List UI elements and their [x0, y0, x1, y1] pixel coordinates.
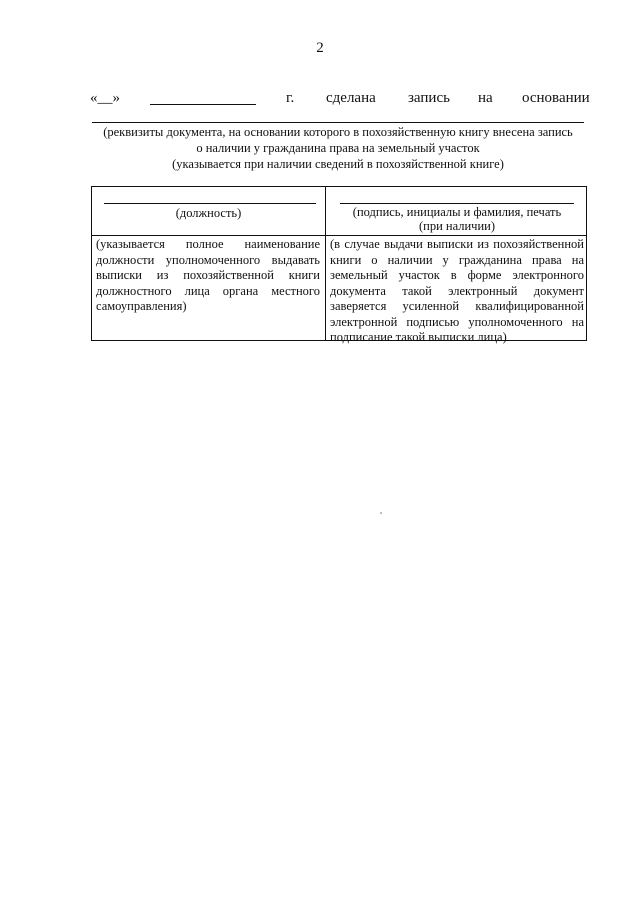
scan-speck [380, 512, 382, 514]
position-note: (указывается полное наименование должности уполномоченного выдавать выписки из похозяйственной книги должностного лица органа местного самоуправления) [96, 237, 320, 313]
signature-note: (в случае выдачи выписки из похозяйственной книги о наличии у гражданина права на земельный участок в форме электронного документа такой электронный документ заверяется усиленной квалифицированной электронной подписью уполномоченного на подписание такой выписки лица) [330, 237, 584, 344]
requisites-line-2: о наличии у гражданина права на земельный участок [196, 141, 480, 155]
word-basis: основании [522, 90, 590, 106]
word-made: сделана [326, 90, 376, 106]
date-blank-line [150, 90, 256, 105]
position-caption: (должность) [175, 206, 242, 220]
signature-table [91, 186, 587, 344]
year-suffix: г. [286, 90, 295, 106]
signature-caption-line-1: (подпись, инициалы и фамилия, печать [352, 205, 562, 219]
row-divider [92, 235, 586, 236]
word-on: на [478, 90, 493, 106]
position-blank-line [104, 203, 316, 204]
requisites-line-3: (указывается при наличии сведений в похозяйственной книге) [172, 157, 504, 171]
record-line [90, 90, 590, 108]
date-day-field: «__» [90, 90, 120, 106]
requisites-underline [92, 122, 584, 123]
requisites-line-1: (реквизиты документа, на основании которого в похозяйственную книгу внесена запись [103, 125, 573, 139]
signature-blank-line [340, 203, 574, 204]
signature-caption [326, 205, 588, 233]
signature-caption-line-2: (при наличии) [418, 219, 496, 233]
requisites-caption [82, 124, 594, 172]
page-number: 2 [316, 40, 324, 56]
word-record: запись [408, 90, 450, 106]
